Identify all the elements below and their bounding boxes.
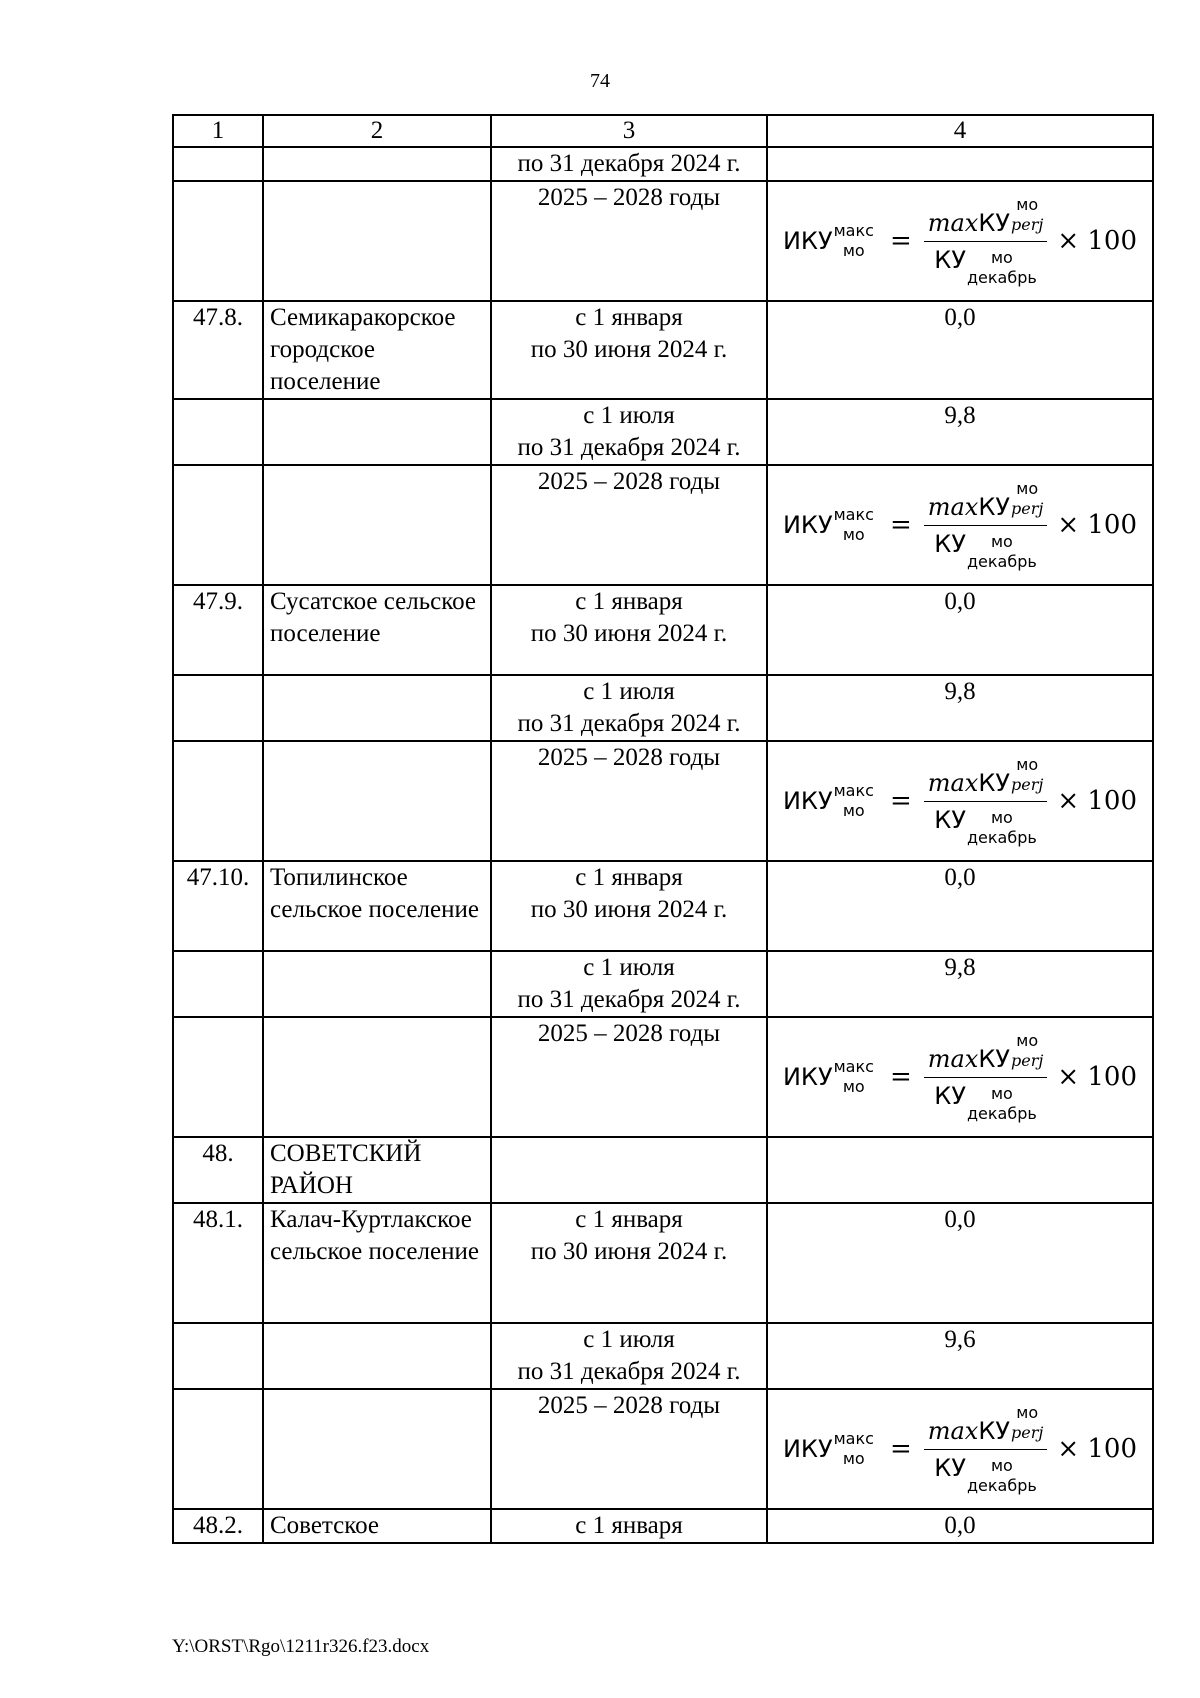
cell-c2: [263, 675, 491, 741]
cell-text: 2025 – 2028 годы: [537, 1392, 721, 1419]
cell-c1: [173, 1389, 263, 1509]
table-row: [173, 951, 1153, 1017]
table-row: [173, 301, 1153, 399]
cell-c3: [491, 951, 767, 1017]
formula-lhs-sup: макс: [833, 505, 874, 524]
cell-text: с 1 июля по 31 декабря 2024 г.: [517, 954, 741, 1013]
cell-c3: [491, 147, 767, 181]
cell-c4: [767, 465, 1153, 585]
cell-c4: [767, 1509, 1153, 1543]
cell-text: 2025 – 2028 годы: [537, 1020, 721, 1047]
formula-lhs-sup: макс: [833, 221, 874, 240]
cell-c3: [491, 861, 767, 951]
formula-denominator: КУ мо декабрь: [934, 1081, 1037, 1123]
cell-c3: [491, 1389, 767, 1509]
cell-text: 9,8: [944, 402, 976, 429]
cell-c2: [263, 1509, 491, 1543]
table-row: [173, 1509, 1153, 1543]
formula-multiplier: × 100: [1057, 786, 1138, 816]
table-header-row: [173, 115, 1153, 147]
formula-lhs-sub: мо: [842, 1077, 865, 1096]
cell-c3: [491, 465, 767, 585]
cell-c1: [173, 181, 263, 301]
cell-text: 0,0: [944, 1512, 976, 1539]
cell-c1: [173, 1137, 263, 1203]
cell-c3: [491, 585, 767, 675]
table-body: [173, 115, 1153, 1543]
cell-text: с 1 июля по 31 декабря 2024 г.: [517, 1326, 741, 1385]
formula-lhs: ИКУ: [782, 227, 833, 255]
cell-c3: [491, 1137, 767, 1203]
cell-c2: [263, 147, 491, 181]
formula-fraction: [924, 755, 1048, 848]
formula-lhs-sup: макс: [833, 781, 874, 800]
cell-text: 48.1.: [193, 1206, 243, 1233]
cell-c1: [173, 301, 263, 399]
table-row: [173, 1389, 1153, 1509]
cell-c1: [173, 1017, 263, 1137]
cell-c4: [767, 1389, 1153, 1509]
formula-lhs-sub: мо: [842, 1449, 865, 1468]
cell-text: с 1 января по 30 июня 2024 г.: [530, 1206, 728, 1265]
formula-lhs: ИКУ: [782, 511, 833, 539]
cell-c3: [491, 181, 767, 301]
cell-c3: [491, 1323, 767, 1389]
formula-fraction: [924, 1031, 1048, 1124]
cell-text: 48.: [202, 1140, 234, 1167]
formula-multiplier: × 100: [1057, 1434, 1138, 1464]
cell-text: 9,8: [944, 678, 976, 705]
formula-denominator: КУ мо декабрь: [934, 529, 1037, 571]
table-row: [173, 1323, 1153, 1389]
table-row: [173, 741, 1153, 861]
cell-text: 9,8: [944, 954, 976, 981]
cell-c4: [767, 741, 1153, 861]
cell-text: СОВЕТСКИЙ РАЙОН: [270, 1140, 422, 1199]
cell-c2: [263, 951, 491, 1017]
cell-c2: [263, 1389, 491, 1509]
formula-lhs-sub: мо: [842, 525, 865, 544]
formula-equals: =: [889, 786, 912, 816]
formula-equals: =: [889, 1062, 912, 1092]
cell-c2: [263, 1137, 491, 1203]
cell-c4: [767, 1137, 1153, 1203]
formula-lhs-sup: макс: [833, 1429, 874, 1448]
formula-equals: =: [889, 226, 912, 256]
cell-c4: [767, 1203, 1153, 1323]
cell-c2: [263, 1323, 491, 1389]
iku-max-formula: [768, 182, 1152, 300]
cell-text: 47.9.: [193, 588, 243, 615]
cell-c2: [263, 861, 491, 951]
cell-text: по 31 декабря 2024 г.: [517, 150, 741, 177]
cell-c4: [767, 399, 1153, 465]
cell-c1: [173, 1323, 263, 1389]
cell-c4: [767, 301, 1153, 399]
cell-c4: [767, 585, 1153, 675]
cell-c3: [491, 675, 767, 741]
cell-c1: [173, 1203, 263, 1323]
cell-c3: [491, 1203, 767, 1323]
cell-text: Калач-Куртлакское сельское поселение: [270, 1206, 479, 1265]
iku-max-formula: [768, 466, 1152, 584]
cell-c2: [263, 181, 491, 301]
table-row: [173, 465, 1153, 585]
table-row: [173, 399, 1153, 465]
table-row: [173, 181, 1153, 301]
formula-fraction: [924, 1403, 1048, 1496]
cell-c4: [767, 1017, 1153, 1137]
header-cell-4: 4: [767, 115, 1153, 147]
formula-fraction: [924, 479, 1048, 572]
cell-c2: [263, 741, 491, 861]
page-number: 74: [590, 70, 610, 92]
formula-lhs-sub: мо: [842, 241, 865, 260]
table-row: [173, 1203, 1153, 1323]
table-row: [173, 1017, 1153, 1137]
formula-lhs-sub: мо: [842, 801, 865, 820]
formula-denominator: КУ мо декабрь: [934, 245, 1037, 287]
cell-text: с 1 июля по 31 декабря 2024 г.: [517, 402, 741, 461]
formula-multiplier: × 100: [1057, 1062, 1138, 1092]
table-row: [173, 675, 1153, 741]
cell-c3: [491, 399, 767, 465]
formula-denominator: КУ мо декабрь: [934, 1453, 1037, 1495]
cell-c1: [173, 147, 263, 181]
cell-c1: [173, 741, 263, 861]
cell-text: Топилинское сельское поселение: [270, 864, 479, 923]
formula-numerator: max КУ мо perj: [924, 479, 1048, 526]
iku-max-formula: [768, 1018, 1152, 1136]
table-row: [173, 585, 1153, 675]
cell-text: с 1 января по 30 июня 2024 г.: [530, 864, 728, 923]
cell-c3: [491, 741, 767, 861]
cell-text: 2025 – 2028 годы: [537, 468, 721, 495]
cell-c4: [767, 675, 1153, 741]
cell-c3: [491, 1017, 767, 1137]
cell-c2: [263, 585, 491, 675]
iku-max-formula: [768, 1390, 1152, 1508]
cell-text: 0,0: [944, 588, 976, 615]
table-row: [173, 147, 1153, 181]
cell-text: с 1 января: [575, 1512, 683, 1539]
cell-text: 2025 – 2028 годы: [537, 184, 721, 211]
formula-multiplier: × 100: [1057, 226, 1138, 256]
formula-equals: =: [889, 510, 912, 540]
cell-c1: [173, 861, 263, 951]
cell-text: Семикаракорское городское поселение: [270, 304, 456, 395]
file-path-footer: Y:\ORST\Rgo\1211r326.f23.docx: [172, 1636, 430, 1657]
cell-c2: [263, 301, 491, 399]
cell-c2: [263, 465, 491, 585]
cell-c4: [767, 861, 1153, 951]
formula-numerator: max КУ мо perj: [924, 195, 1048, 242]
formula-numerator: max КУ мо perj: [924, 755, 1048, 802]
cell-c2: [263, 399, 491, 465]
header-cell-1: 1: [173, 115, 263, 147]
formula-numerator: max КУ мо perj: [924, 1403, 1048, 1450]
formula-equals: =: [889, 1434, 912, 1464]
header-cell-3: 3: [491, 115, 767, 147]
cell-text: Сусатское сельское поселение: [270, 588, 477, 647]
formula-fraction: [924, 195, 1048, 288]
cell-text: 47.10.: [186, 864, 250, 891]
formula-denominator: КУ мо декабрь: [934, 805, 1037, 847]
cell-text: 9,6: [944, 1326, 976, 1353]
cell-text: с 1 января по 30 июня 2024 г.: [530, 304, 728, 363]
cell-c1: [173, 585, 263, 675]
cell-text: 48.2.: [193, 1512, 243, 1539]
table-row: [173, 1137, 1153, 1203]
formula-lhs: ИКУ: [782, 787, 833, 815]
cell-c2: [263, 1017, 491, 1137]
table-row: [173, 861, 1153, 951]
cell-c1: [173, 951, 263, 1017]
header-cell-2: 2: [263, 115, 491, 147]
cell-text: 0,0: [944, 304, 976, 331]
iku-max-formula: [768, 742, 1152, 860]
cell-text: Советское: [270, 1512, 380, 1539]
cell-c3: [491, 1509, 767, 1543]
tariff-table: [172, 114, 1154, 1544]
cell-c4: [767, 147, 1153, 181]
cell-c3: [491, 301, 767, 399]
cell-c1: [173, 465, 263, 585]
cell-text: с 1 июля по 31 декабря 2024 г.: [517, 678, 741, 737]
cell-c4: [767, 951, 1153, 1017]
formula-multiplier: × 100: [1057, 510, 1138, 540]
cell-c1: [173, 1509, 263, 1543]
formula-lhs-sup: макс: [833, 1057, 874, 1076]
cell-c4: [767, 181, 1153, 301]
cell-text: 0,0: [944, 1206, 976, 1233]
formula-lhs: ИКУ: [782, 1435, 833, 1463]
cell-c4: [767, 1323, 1153, 1389]
formula-numerator: max КУ мо perj: [924, 1031, 1048, 1078]
cell-text: 2025 – 2028 годы: [537, 744, 721, 771]
cell-text: 0,0: [944, 864, 976, 891]
cell-text: 47.8.: [193, 304, 243, 331]
cell-c1: [173, 399, 263, 465]
cell-c2: [263, 1203, 491, 1323]
formula-lhs: ИКУ: [782, 1063, 833, 1091]
cell-c1: [173, 675, 263, 741]
cell-text: с 1 января по 30 июня 2024 г.: [530, 588, 728, 647]
